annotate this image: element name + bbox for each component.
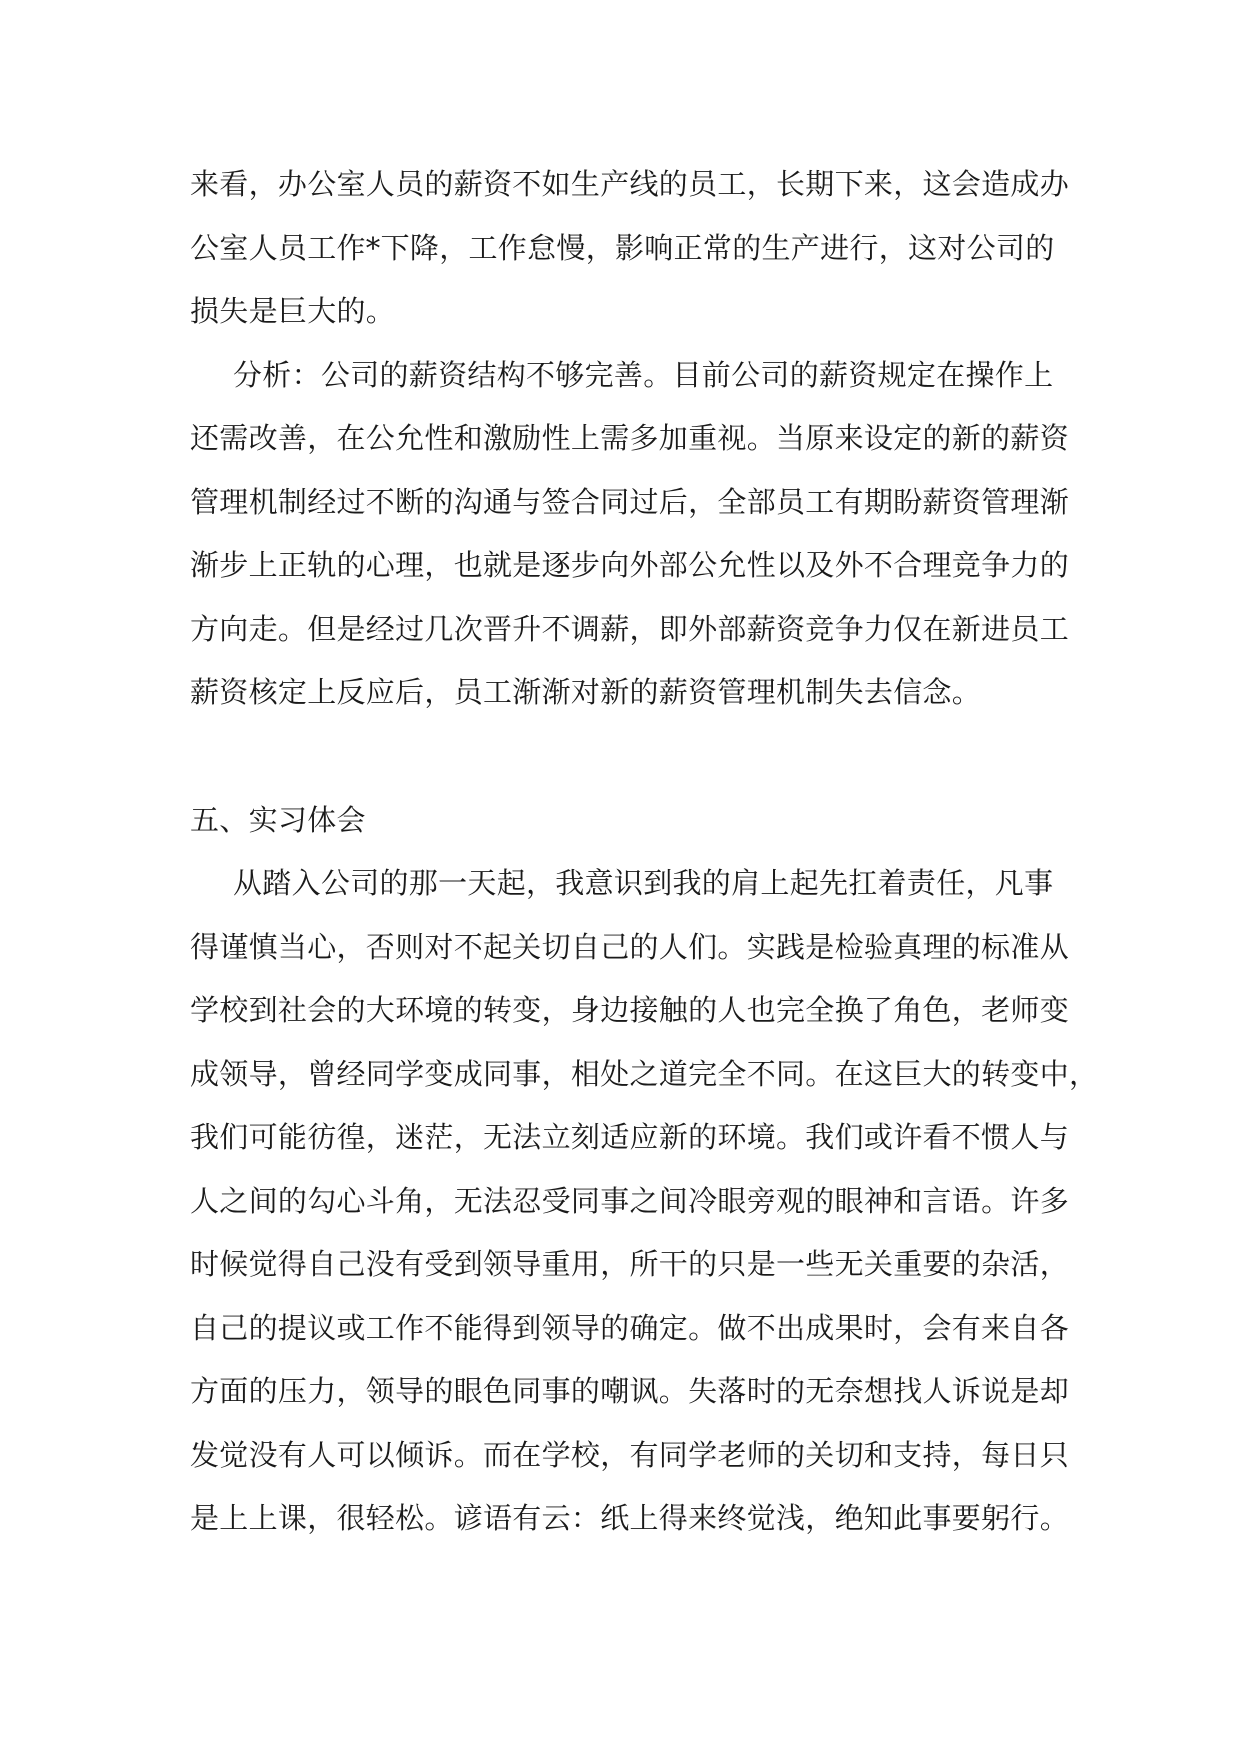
- paragraph-3-line-4: 成领导，曾经同学变成同事，相处之道完全不同。在这巨大的转变中，: [190, 1057, 1099, 1091]
- paragraph-3-line-9: 方面的压力，领导的眼色同事的嘲讽。失落时的无奈想找人诉说是却: [190, 1374, 1070, 1408]
- paragraph-2-line-4: 渐步上正轨的心理，也就是逐步向外部公允性以及外不合理竞争力的: [190, 548, 1070, 582]
- paragraph-2-line-2: 还需改善，在公允性和激励性上需多加重视。当原来设定的新的薪资: [190, 421, 1070, 455]
- paragraph-3-line-7: 时候觉得自己没有受到领导重用，所干的只是一些无关重要的杂活，: [190, 1247, 1070, 1281]
- paragraph-3-line-2: 得谨慎当心，否则对不起关切自己的人们。实践是检验真理的标准从: [190, 930, 1070, 964]
- paragraph-3-line-11: 是上上课，很轻松。谚语有云：纸上得来终觉浅，绝知此事要躬行。: [190, 1501, 1070, 1535]
- paragraph-2-line-6: 薪资核定上反应后，员工渐渐对新的薪资管理机制失去信念。: [190, 675, 982, 709]
- section-heading: 五、实习体会: [190, 803, 366, 837]
- paragraph-2-line-1: 分析：公司的薪资结构不够完善。目前公司的薪资规定在操作上: [233, 358, 1054, 392]
- paragraph-2-line-5: 方向走。但是经过几次晋升不调薪，即外部薪资竞争力仅在新进员工: [190, 612, 1070, 646]
- paragraph-1-line-2: 公室人员工作*下降，工作怠慢，影响正常的生产进行，这对公司的: [190, 231, 1055, 265]
- paragraph-2-line-3: 管理机制经过不断的沟通与签合同过后，全部员工有期盼薪资管理渐: [190, 485, 1070, 519]
- paragraph-3-line-10: 发觉没有人可以倾诉。而在学校，有同学老师的关切和支持，每日只: [190, 1438, 1070, 1472]
- paragraph-1-line-1: 来看，办公室人员的薪资不如生产线的员工，长期下来，这会造成办: [190, 167, 1070, 201]
- paragraph-3-line-8: 自己的提议或工作不能得到领导的确定。做不出成果时，会有来自各: [190, 1311, 1070, 1345]
- paragraph-3-line-5: 我们可能彷徨，迷茫，无法立刻适应新的环境。我们或许看不惯人与: [190, 1120, 1070, 1154]
- paragraph-3-line-1: 从踏入公司的那一天起，我意识到我的肩上起先扛着责任，凡事: [233, 866, 1054, 900]
- paragraph-1-line-3: 损失是巨大的。: [190, 294, 396, 328]
- paragraph-3-line-3: 学校到社会的大环境的转变，身边接触的人也完全换了角色，老师变: [190, 993, 1070, 1027]
- paragraph-3-line-6: 人之间的勾心斗角，无法忍受同事之间冷眼旁观的眼神和言语。许多: [190, 1184, 1070, 1218]
